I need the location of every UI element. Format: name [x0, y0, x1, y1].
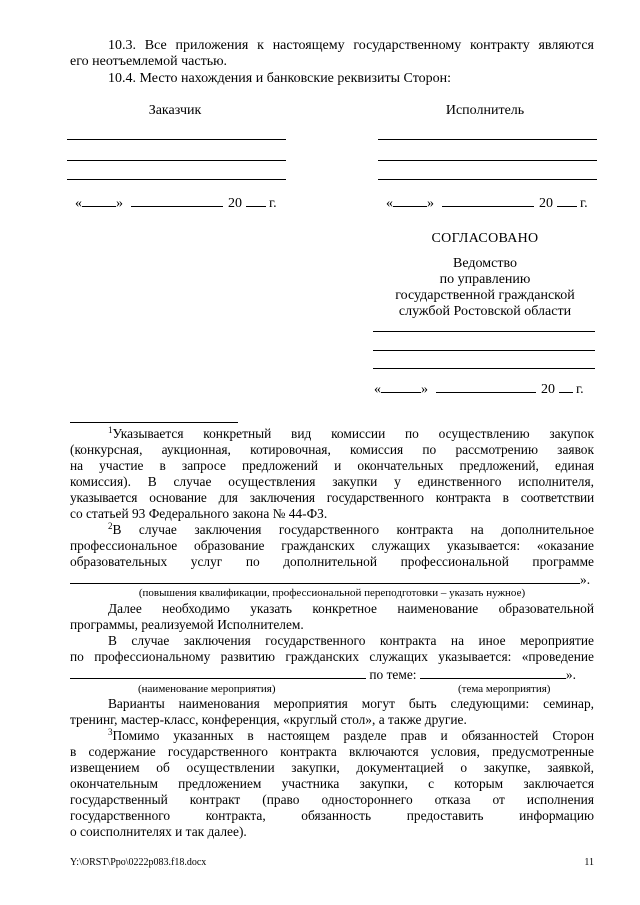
footnote-2-more-line-1: Далее необходимо указать конкретное наименование образовательной	[108, 601, 594, 616]
footnote-2-event-line-2: по профессиональному развитию гражданских служащих указывается: «проведение	[70, 649, 594, 664]
footnote-2-line-1: $^2$В случае заключения государственного контракта на дополнительное	[108, 521, 594, 537]
footnote-3-line-7: о соисполнителях и так далее).	[70, 824, 247, 839]
approval-org-line-1: Ведомство	[453, 256, 517, 271]
footnote-2-variants-line-2: тренинг, мастер-класс, конференция, «круглый стол», а также другие.	[70, 712, 467, 727]
customer-requisites-line-1	[67, 139, 286, 140]
footnote-2-variants-line-1: Варианты наименования мероприятия могут быть следующими: семинар,	[108, 696, 594, 711]
footnote-3-line-4: окончательным предложением участника закупки, с которым заключается	[70, 776, 594, 791]
footnote-3	[70, 728, 594, 840]
approval-signature-line-2	[373, 350, 595, 351]
footnote-1-line-3: на участие в запросе предложений и окончательных предложений, единая	[70, 458, 594, 473]
footnote-3-line-2: в содержание государственного контракта включаются условия, предусмотренные	[70, 744, 594, 759]
clause-10-4: 10.4. Место нахождения и банковские реквизиты Сторон:	[108, 71, 452, 86]
approval-org-line-4: службой Ростовской области	[398, 304, 572, 319]
contractor-requisites-line-1	[378, 139, 597, 140]
footnote-3-line-5: государственный контракт (право одностороннего отказа от исполнения	[70, 792, 594, 807]
customer-label: Заказчик	[148, 103, 202, 118]
footnote-1-line-5: указывается основание для заключения государственного контракта в соответствии	[70, 490, 594, 505]
footnote-2-event	[70, 633, 594, 683]
customer-requisites-line-3	[67, 179, 286, 180]
footnote-1	[70, 426, 594, 522]
footnote-2	[70, 522, 594, 588]
footnote-2-event-hint: (наименование мероприятия)	[138, 683, 276, 695]
contractor-requisites-line-2	[378, 160, 597, 161]
footnote-3-line-3: извещением об осуществлении закупки, документацией о закупке, заявкой,	[70, 760, 594, 775]
approval-signature-line-3	[373, 368, 595, 369]
contractor-date: « » 20 г.	[386, 193, 601, 212]
footnote-1-line-6: со статьей 93 Федерального закона № 44-ФЗ.	[70, 506, 328, 521]
footnote-2-hint: (повышения квалификации, профессиональной переподготовки – указать нужное)	[138, 587, 526, 599]
footnote-separator	[70, 422, 238, 423]
footer-page-number: 11	[584, 857, 594, 868]
footnote-2-variants	[70, 696, 594, 728]
footnote-2-program-blank: ».	[70, 570, 594, 588]
footnote-3-line-1: $^3$Помимо указанных в настоящем разделе прав и обязанностей Сторон	[108, 727, 594, 743]
customer-date: « » 20 г.	[75, 193, 290, 212]
footnote-1-line-1: $^1$Указывается конкретный вид комиссии по осуществлению закупок	[108, 425, 594, 441]
approval-org-line-2: по управлению	[439, 272, 531, 287]
footnote-1-line-4: комиссия). В случае осуществления закупки у единственного исполнителя,	[70, 474, 594, 489]
approval-signature-line-1	[373, 331, 595, 332]
clause-10-3	[70, 38, 594, 54]
approval-heading: СОГЛАСОВАНО	[431, 231, 539, 246]
clause-10-3-line2: его неотъемлемой частью.	[70, 54, 228, 69]
contractor-label: Исполнитель	[445, 103, 525, 118]
footnote-3-line-6: государственного контракта, обязанность предоставить информацию	[70, 808, 594, 823]
footnote-2-line-3: образовательных услуг по дополнительной профессиональной программе	[70, 554, 594, 569]
footnote-1-line-2: (конкурсная, аукционная, котировочная, комиссия по рассмотрению заявок	[70, 442, 594, 457]
footnote-2-more	[70, 601, 594, 633]
footnote-2-more-line-2: программы, реализуемой Исполнителем.	[70, 617, 304, 632]
clause-10-3-line1: 10.3. Все приложения к настоящему государственному контракту являются	[108, 38, 594, 53]
approval-date: « » 20 г.	[374, 379, 599, 398]
approval-org-line-3: государственной гражданской	[395, 288, 575, 303]
footer-file-path: Y:\ORST\Ppo\0222p083.f18.docx	[70, 857, 207, 868]
footnote-2-event-line-1: В случае заключения государственного контракта на иное мероприятие	[108, 633, 594, 648]
footnote-2-event-blank: по теме: ».	[70, 665, 594, 683]
footnote-2-line-2: профессиональное образование гражданских служащих указывается: «оказание	[70, 538, 594, 553]
footnote-2-topic-hint: (тема мероприятия)	[458, 683, 551, 695]
customer-requisites-line-2	[67, 160, 286, 161]
contractor-requisites-line-3	[378, 179, 597, 180]
